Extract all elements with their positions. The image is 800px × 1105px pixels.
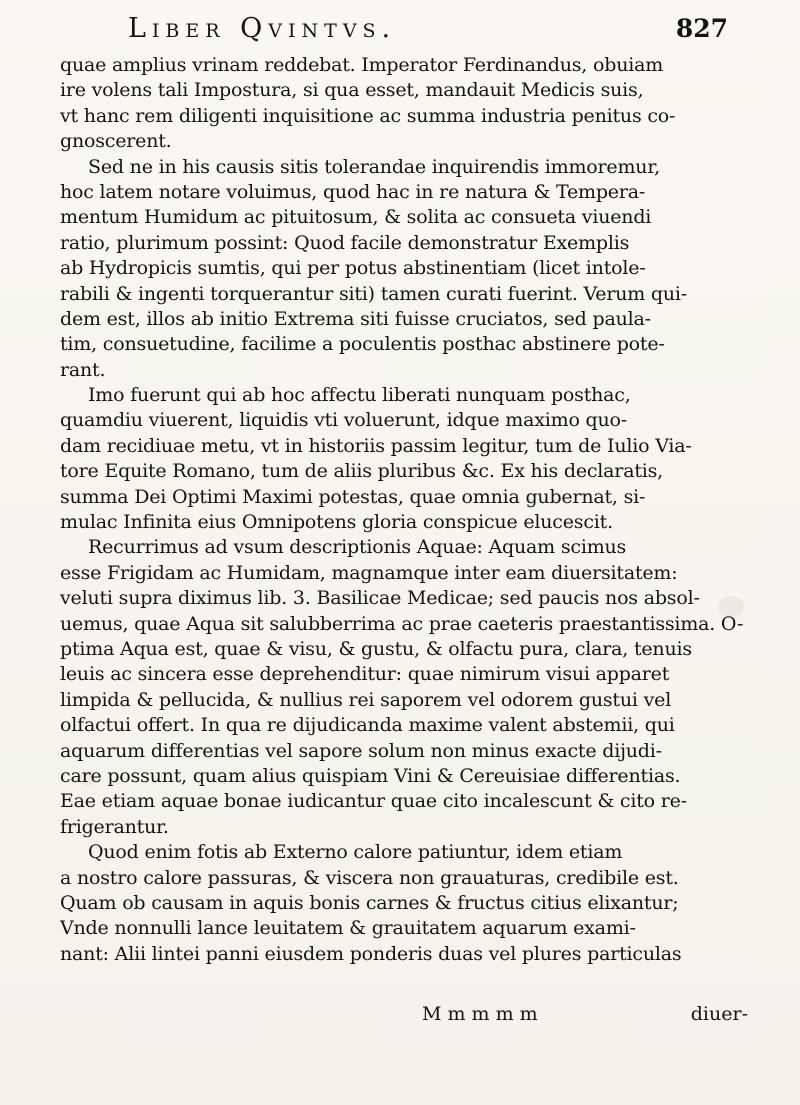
text-line: mentum Humidum ac pituitosum, & solita ac consueta viuendi: [60, 206, 652, 229]
text-line: Eae etiam aquae bonae iudicantur quae cito incalescunt & cito re-: [60, 790, 687, 813]
text-line: gnoscerent.: [60, 130, 172, 153]
text-line: a nostro calore passuras, & viscera non grauaturas, credibile est.: [60, 866, 679, 889]
text-line: hoc latem notare voluimus, quod hac in re natura & Tempera-: [60, 180, 646, 203]
text-line: rabili & ingenti torquerantur siti) tamen curati fuerint. Verum qui-: [60, 282, 687, 305]
text-line: care possunt, quam alius quispiam Vini & Cereuisiae differentias.: [60, 764, 681, 787]
text-line: dam recidiuae metu, vt in historiis passim legitur, tum de Iulio Via-: [60, 434, 692, 457]
signature-mark: M m m m m: [422, 1003, 538, 1025]
text-line: tore Equite Romano, tum de aliis pluribus &c. Ex his declaratis,: [60, 460, 664, 483]
text-line: vt hanc rem diligenti inquisitione ac summa industria penitus co-: [60, 104, 676, 127]
text-line: uemus, quae Aqua sit salubberrima ac prae caeteris praestantissima. O-: [60, 612, 744, 635]
text-line: dem est, illos ab initio Extrema siti fuisse cruciatos, sed paula-: [60, 307, 651, 330]
text-line: ab Hydropicis sumtis, qui per potus abstinentiam (licet intole-: [60, 257, 646, 280]
text-line: Recurrimus ad vsum descriptionis Aquae: Aquam scimus: [88, 536, 627, 559]
catchword: diuer-: [690, 1003, 748, 1025]
body-text: [60, 53, 760, 967]
text-line: limpida & pellucida, & nullius rei saporem vel odorem gustui vel: [60, 688, 672, 711]
running-head: [128, 12, 728, 46]
text-line: Sed ne in his causis sitis tolerandae inquirendis immoremur,: [88, 155, 660, 178]
text-line: Quam ob causam in aquis bonis carnes & fructus citius elixantur;: [60, 891, 679, 914]
text-line: Vnde nonnulli lance leuitatem & grauitatem aquarum exami-: [60, 917, 636, 940]
page-footer: [60, 1001, 760, 1027]
text-line: nant: Alii lintei panni eiusdem ponderis duas vel plures particulas: [60, 942, 682, 965]
running-head-title: Liber Qvintvs.: [128, 13, 397, 44]
text-line: mulac Infinita eius Omnipotens gloria conspicue elucescit.: [60, 511, 613, 534]
text-line: quamdiu viuerent, liquidis vti voluerunt, idque maximo quo-: [60, 409, 627, 432]
text-line: Quod enim fotis ab Externo calore patiuntur, idem etiam: [88, 841, 623, 864]
text-line: ire volens tali Impostura, si qua esset, mandauit Medicis suis,: [60, 79, 644, 102]
text-line: rant.: [60, 358, 106, 381]
text-line: aquarum differentias vel sapore solum non minus exacte dijudi-: [60, 739, 662, 762]
text-line: leuis ac sincera esse deprehenditur: quae nimirum visui apparet: [60, 663, 670, 686]
text-line: summa Dei Optimi Maximi potestas, quae omnia gubernat, si-: [60, 485, 646, 508]
text-line: quae amplius vrinam reddebat. Imperator Ferdinandus, obuiam: [60, 54, 664, 76]
text-line: frigerantur.: [60, 815, 169, 838]
text-line: esse Frigidam ac Humidam, magnamque inter eam diuersitatem:: [60, 561, 678, 584]
page-number: 827: [675, 14, 728, 43]
text-line: Imo fuerunt qui ab hoc affectu liberati nunquam posthac,: [88, 384, 631, 407]
text-line: ptima Aqua est, quae & visu, & gustu, & olfactu pura, clara, tenuis: [60, 637, 692, 660]
text-line: ratio, plurimum possint: Quod facile demonstratur Exemplis: [60, 231, 630, 254]
text-line: veluti supra diximus lib. 3. Basilicae Medicae; sed paucis nos absol-: [60, 587, 700, 610]
text-line: olfactui offert. In qua re dijudicanda maxime valent abstemii, qui: [60, 714, 675, 737]
text-line: tim, consuetudine, facilime a poculentis posthac abstinere pote-: [60, 333, 665, 356]
